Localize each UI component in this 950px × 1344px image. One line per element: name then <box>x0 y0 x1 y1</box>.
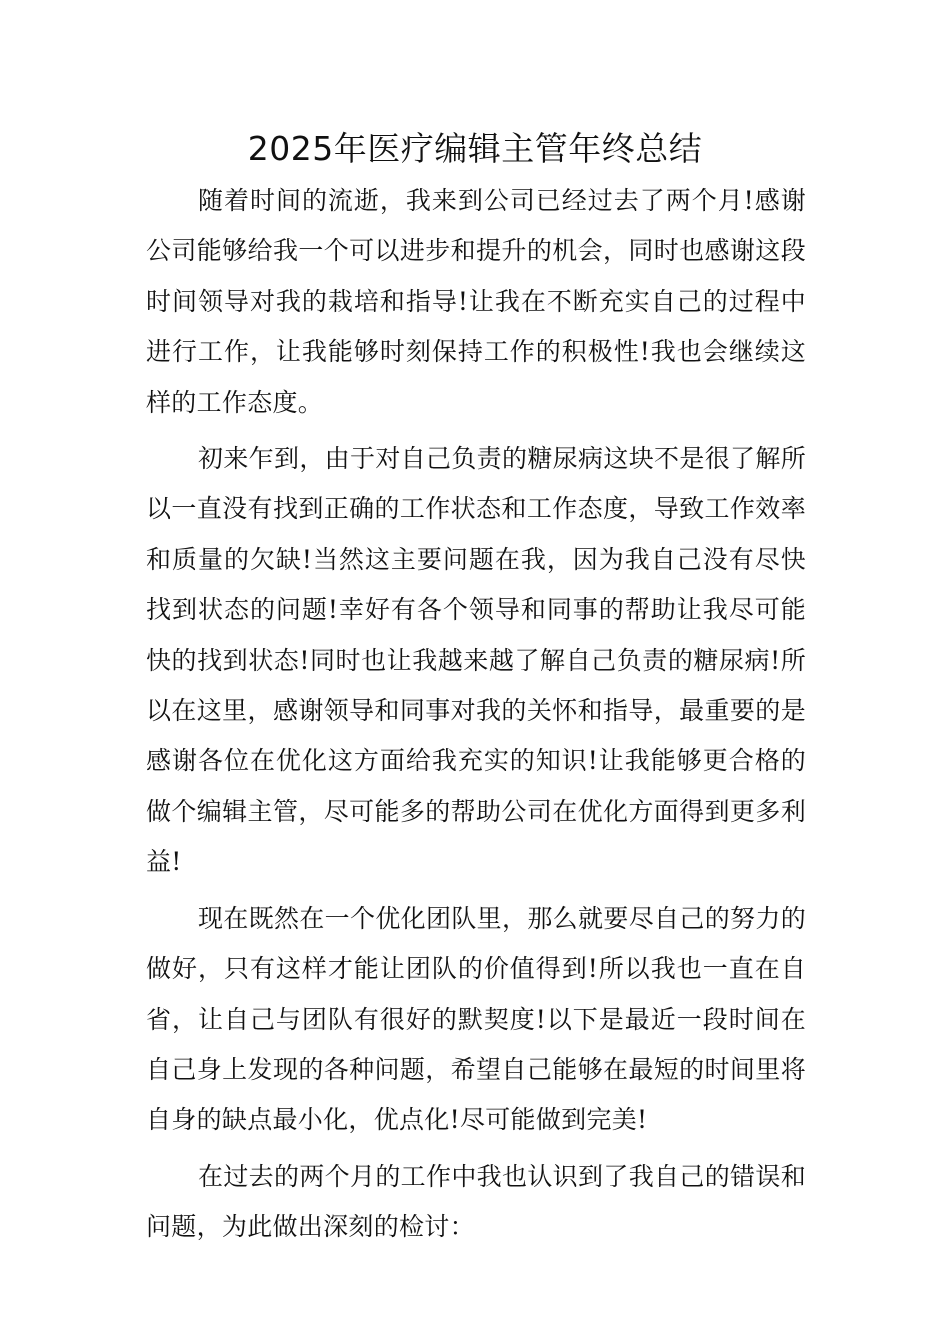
paragraph-3: 现在既然在一个优化团队里，那么就要尽自己的努力的做好，只有这样才能让团队的价值得到!所以我也一直在自省，让自己与团队有很好的默契度!以下是最近一段时间在自己身上发现的各种问题，希望自己能够在最短的时间里将自身的缺点最小化，优点化!尽可能做到完美! <box>146 903 806 1135</box>
paragraph-2: 初来乍到，由于对自己负责的糖尿病这块不是很了解所以一直没有找到正确的工作状态和工作态度，导致工作效率和质量的欠缺!当然这主要问题在我，因为我自己没有尽快找到状态的问题!幸好有各个领导和同事的帮助让我尽可能快的找到状态!同时也让我越来越了解自己负责的糖尿病!所以在这里，感谢领导和同事对我的关怀和指导，最重要的是感谢各位在优化这方面给我充实的知识!让我能够更合格的做个编辑主管，尽可能多的帮助公司在优化方面得到更多利益! <box>146 444 806 877</box>
document-title: 2025年医疗编辑主管年终总结 <box>247 129 703 168</box>
paragraph-4: 在过去的两个月的工作中我也认识到了我自己的错误和问题，为此做出深刻的检讨： <box>146 1161 806 1242</box>
paragraph-1: 随着时间的流逝，我来到公司已经过去了两个月!感谢公司能够给我一个可以进步和提升的机会，同时也感谢这段时间领导对我的栽培和指导!让我在不断充实自己的过程中进行工作，让我能够时刻保持工作的积极性!我也会继续这样的工作态度。 <box>146 186 806 417</box>
document-body <box>146 176 806 1253</box>
